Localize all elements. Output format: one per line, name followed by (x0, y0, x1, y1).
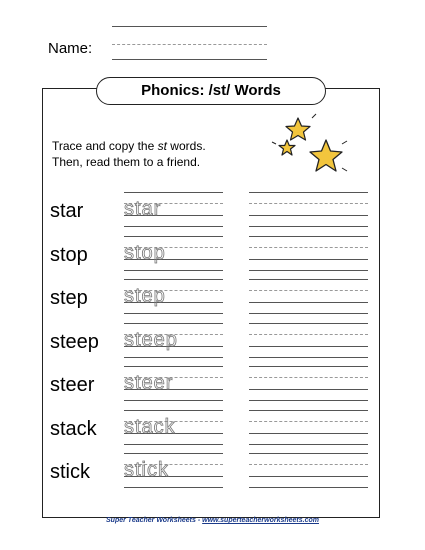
instructions-pre: Trace and copy the (52, 139, 158, 153)
copy-guide-line[interactable] (249, 410, 368, 411)
name-line-mid (112, 44, 267, 45)
trace-guide-line (124, 192, 223, 193)
word-step: step (50, 287, 88, 309)
instructions-line2: Then, read them to a friend. (52, 155, 201, 169)
word-steep: steep (50, 330, 99, 353)
word-stop: stop (50, 243, 88, 266)
trace-guide-line (124, 226, 223, 227)
instructions-post: words. (166, 139, 206, 153)
trace-guide-line (124, 323, 223, 324)
copy-guide-line[interactable] (249, 270, 368, 271)
copy-guide-line[interactable] (249, 346, 368, 347)
copy-guide-line[interactable] (249, 226, 368, 227)
name-line-bottom[interactable] (112, 59, 267, 60)
word-star: star (50, 200, 84, 222)
trace-guide-line (124, 270, 223, 271)
copy-guide-line[interactable] (249, 313, 368, 314)
trace-guide-line (124, 487, 223, 488)
instructions (52, 138, 272, 170)
copy-guide-line[interactable] (249, 421, 368, 422)
worksheet-title: Phonics: /st/ Words (96, 77, 326, 105)
footer (0, 517, 425, 524)
footer-url-link[interactable]: www.superteacherworksheets.com (202, 517, 319, 524)
trace-guide-line (124, 400, 223, 401)
copy-guide-line[interactable] (249, 400, 368, 401)
copy-guide-line[interactable] (249, 464, 368, 465)
trace-guide-line (124, 313, 223, 314)
trace-word-steer[interactable]: steer (124, 372, 174, 394)
word-stack: stack (50, 417, 97, 440)
footer-brand: Super Teacher Worksheets (106, 517, 196, 524)
copy-guide-line[interactable] (249, 433, 368, 434)
trace-guide-line (124, 410, 223, 411)
trace-guide-line (124, 357, 223, 358)
copy-guide-line[interactable] (249, 192, 368, 193)
word-stick: stick (50, 461, 90, 483)
copy-guide-line[interactable] (249, 302, 368, 303)
copy-guide-line[interactable] (249, 334, 368, 335)
trace-word-stop[interactable]: stop (124, 241, 166, 264)
instructions-em: st (157, 139, 167, 153)
trace-guide-line (124, 279, 223, 280)
copy-guide-line[interactable] (249, 453, 368, 454)
copy-guide-line[interactable] (249, 357, 368, 358)
copy-guide-line[interactable] (249, 215, 368, 216)
copy-guide-line[interactable] (249, 366, 368, 367)
copy-guide-line[interactable] (249, 290, 368, 291)
trace-guide-line (124, 453, 223, 454)
copy-guide-line[interactable] (249, 389, 368, 390)
copy-guide-line[interactable] (249, 444, 368, 445)
copy-guide-line[interactable] (249, 476, 368, 477)
copy-guide-line[interactable] (249, 203, 368, 204)
footer-separator: - (197, 517, 201, 524)
copy-guide-line[interactable] (249, 236, 368, 237)
trace-guide-line (124, 366, 223, 367)
trace-word-stack[interactable]: stack (124, 415, 176, 438)
trace-guide-line (124, 236, 223, 237)
trace-word-steep[interactable]: steep (124, 328, 178, 351)
trace-guide-line (124, 444, 223, 445)
copy-guide-line[interactable] (249, 323, 368, 324)
trace-word-stick[interactable]: stick (124, 459, 169, 481)
copy-guide-line[interactable] (249, 377, 368, 378)
copy-guide-line[interactable] (249, 259, 368, 260)
copy-guide-line[interactable] (249, 487, 368, 488)
trace-word-star[interactable]: star (124, 198, 162, 220)
name-label: Name: (48, 40, 93, 57)
copy-guide-line[interactable] (249, 279, 368, 280)
copy-guide-line[interactable] (249, 247, 368, 248)
trace-word-step[interactable]: step (124, 285, 166, 307)
star-icon (268, 112, 363, 187)
name-line-top (112, 26, 267, 27)
word-steer: steer (50, 374, 95, 396)
